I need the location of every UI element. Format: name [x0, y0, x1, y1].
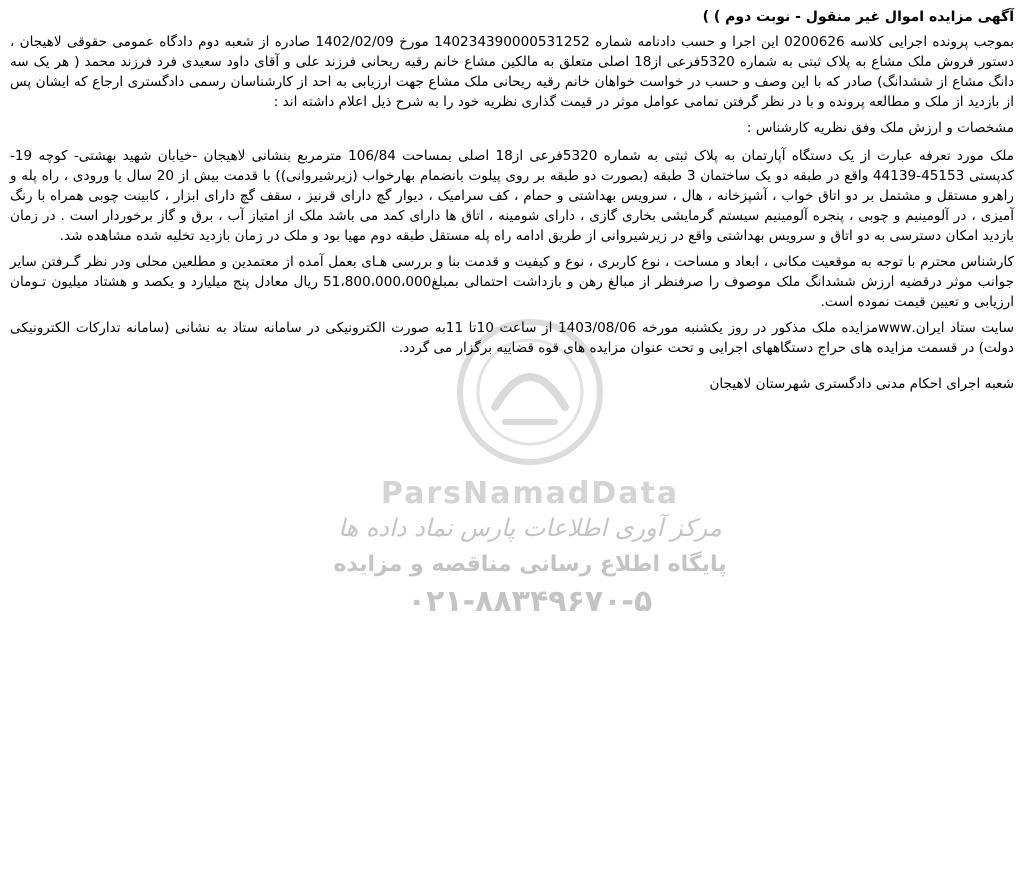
- property-specs-paragraph: ملک مورد تعرفه عبارت از یک دستگاه آپارتمان به پلاک ثبتی به شماره 5320فرعی از18 اصلی بمساحت 106/84 مترمربع بنشانی لاهیجان -خیابان شهید بهشتی- کوچه 19- کدپستی 45153-44139 واقع در طبقه دو یک ساختمان 3 طبقه (بصورت دو طبقه بر روی پیلوت بانضمام بهارخواب (زیرشیروانی)) با قدمت بیش از 20 سال با ورودی ، راه پله و راهرو مستقل و مشتمل بر دو اتاق خواب ، آشپزخانه ، هال ، سرویس بهداشتی و حمام ، کف سرامیک ، دیوار گچ دارای قرنیز ، سقف گچ دارای ابزار ، کابینت چوبی همراه با رنگ آمیزی ، در آلومینیم و چوبی ، پنجره آلومینیم سیستم گرمایشی بخاری گازی ، دارای شومینه ، اتاق ها دارای کمد می باشد ملک از امتیاز آب ، برق و گاز برخوردار است . در زمان بازدید امکان دسترسی به دو اتاق و سرویس بهداشتی واقع در زیرشیروانی از طریق ادامه راه پله مستقل طبقه دوم مهیا بود و ملک در زمان بازدید تخلیه شده مشاهده شد.: [10, 148, 1014, 244]
- issuer-signature: شعبه اجرای احکام مدنی دادگستری شهرستان لاهیجان: [709, 376, 1014, 392]
- watermark-phone: ۰۲۱-۸۸۳۴۹۶۷۰-۵: [407, 584, 653, 619]
- valuation-paragraph: کارشناس محترم با توجه به موقعیت مکانی ، ابعاد و مساحت ، نوع کاربری ، نوع و کیفیت و قدمت بنا و بررسی هـای بعمل آمده از معتمدین و مطلعین محلی ودر نظر گـرفتن سایر جوانب موثر درقضیه ارزش ششدانگ ملک موصوف را صرفنظر از مبالغ رهن و بازداشت احتمالی بمبلغ51،800،000،000 ریال معادل پنج میلیارد و یکصد و هشتاد میلیون تـومان ارزیابی و تعیین قیمت نموده است.: [10, 254, 1014, 310]
- specs-heading: مشخصات و ارزش ملک وفق نظریه کارشناس :: [746, 120, 1014, 136]
- notice-intro-paragraph: بموجب پرونده اجرایی کلاسه 0200626 این اجرا و حسب دادنامه شماره 140234390000531252 مورخ 1402/02/09 صادره از شعبه دوم دادگاه عمومی حقوقی لاهیجان ، دستور فروش ملک مشاع به پلاک ثبتی به شماره 5320فرعی از18 اصلی متعلق به مالکین مشاع خانم رقیه ریحانی فرزند علی و آقای داود سعیدی فرد فرزند محمد ( هر یک سه دانگ مشاع از ششدانگ) صادر که با این وصف و حسب در خواست خواهان خانم رقیه ریحانی ملک مشاع جهت ارزیابی به احد از کارشناسان رسمی دادگستری ارجاع که ایشان پس از بازدید از ملک و مطالعه پرونده و با در نظر گرفتن تمامی عوامل موثر در قیمت گذاری نظریه خود را به شرح ذیل اعلام داشته اند :: [10, 34, 1015, 110]
- watermark-line-1: مرکز آوری اطلاعات پارس نماد داده ها: [338, 514, 722, 542]
- auction-details-paragraph: سایت ستاد ایران.wwwمزایده ملک مذکور در روز یکشنبه مورخه 1403/08/06 از ساعت 10تا 11به صورت الکترونیکی در سامانه ستاد به نشانی (سامانه تدارکات الکترونیکی دولت) در قسمت مزایده های حراج دستگاههای اجرایی و تحت عنوان مزایده های قوه قضاییه برگزار می گردد.: [10, 320, 1015, 356]
- watermark-brand: ParsNamadData: [380, 476, 680, 511]
- notice-title: آگهی مزایده اموال غیر منقول - نوبت دوم ) ): [702, 9, 1014, 25]
- watermark-line-2: پایگاه اطلاع رسانی مناقصه و مزایده: [333, 552, 727, 577]
